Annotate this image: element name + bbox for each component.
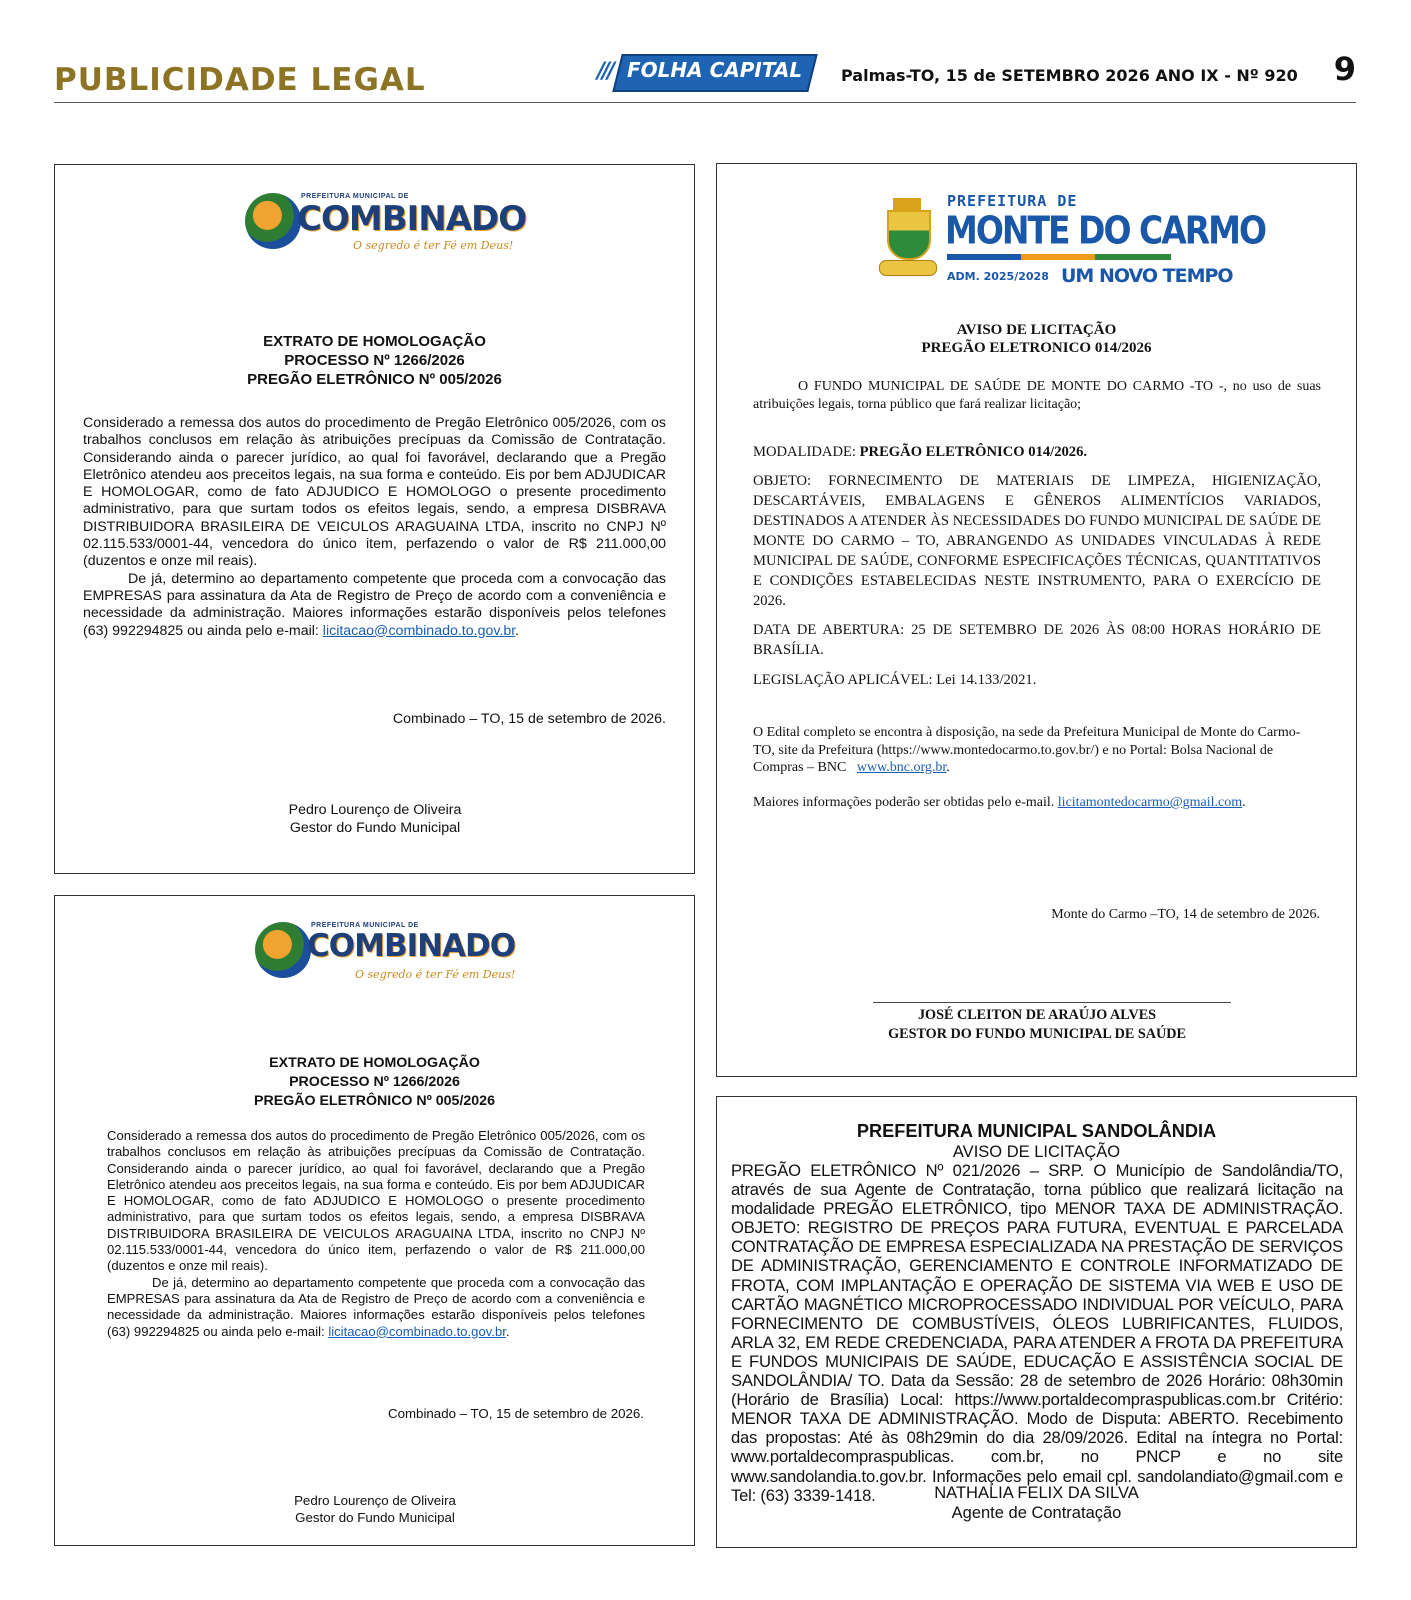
edital-text: O Edital completo se encontra à disposição, na sede da Prefeitura Municipal de Monte do Carmo- TO, site da Prefeitura (https://www.montedocarmo.to.gov.br/) e no Portal: Bolsa Nacional de Compras – BNC (753, 725, 1301, 775)
mc-logo-slogan: UM NOVO TEMPO (1061, 265, 1233, 287)
notice-combinado-top (54, 164, 695, 874)
mc-logo-adm: ADM. 2025/2028 (947, 270, 1049, 283)
place-date: Combinado – TO, 15 de setembro de 2026. (392, 711, 666, 727)
combinado-logo-name: COMBINADO (307, 928, 516, 964)
combinado-logo (255, 918, 525, 988)
sandolandia-title: PREFEITURA MUNICIPAL SANDOLÂNDIA (856, 1121, 1217, 1141)
heading-line: AVISO DE LICITAÇÃO (956, 322, 1117, 338)
notice-sandolandia (716, 1096, 1357, 1548)
combinado-logo-slogan: O segredo é ter Fé em Deus! (355, 968, 516, 981)
edital-info (753, 724, 1321, 777)
page-number: 9 (1333, 50, 1356, 88)
heading-line: PREGÃO ELETRÔNICO Nº 005/2026 (247, 371, 502, 388)
info-text: Maiores informações poderão ser obtidas pelo e-mail. (753, 795, 1055, 810)
combinado-logo (245, 189, 527, 259)
sandolandia-subtitle: AVISO DE LICITAÇÃO (952, 1143, 1121, 1161)
edital-suffix: . (946, 760, 950, 775)
signer-role: Agente de Contratação (951, 1503, 1122, 1522)
heading-line: PROCESSO Nº 1266/2026 (284, 352, 465, 369)
notice-heading (55, 332, 694, 389)
place-date: Combinado – TO, 15 de setembro de 2026. (387, 1406, 644, 1421)
signature-line (873, 1002, 1231, 1003)
paragraph-text: De já, determino ao departamento competente que proceda com a convocação das EMPRESAS para assinatura da Ata de Registro de Preço de acordo com a conveniência e necessidade da administração. Maiores informações estarão disponíveis pelos telefones (63) 992294825 ou ainda pelo e-mail: (107, 1274, 645, 1339)
combinado-emblem-icon (255, 922, 311, 978)
legislacao: LEGISLAÇÃO APLICÁVEL: Lei 14.133/2021. (753, 672, 1037, 688)
combinado-logo-prefeitura: PREFEITURA MUNICIPAL DE (311, 922, 419, 929)
signer-role: Gestor do Fundo Municipal (289, 820, 461, 836)
signature (717, 1484, 1356, 1523)
heading-line: PREGÃO ELETRÔNICO Nº 005/2026 (254, 1093, 495, 1109)
notice-monte-do-carmo (716, 163, 1357, 1077)
signer-name: JOSÉ CLEITON DE ARAÚJO ALVES (917, 1007, 1157, 1023)
notice-intro: O FUNDO MUNICIPAL DE SAÚDE DE MONTE DO CARMO -TO -, no uso de suas atribuições legais, torna público que fará realizar licitação; (753, 379, 1321, 412)
mc-logo-name: MONTE DO CARMO (945, 208, 1266, 253)
signer-role: Gestor do Fundo Municipal (295, 1510, 455, 1525)
email-link[interactable]: licitacao@combinado.to.gov.br (322, 622, 516, 639)
sandolandia-body: PREGÃO ELETRÔNICO Nº 021/2026 – SRP. O Município de Sandolândia/TO, através de sua Agente de Contratação, torna público que realizará licitação na modalidade PREGÃO ELETRÔNICO, tipo MENOR TAXA DE ADMINISTRAÇÃO. OBJETO: REGISTRO DE PREÇOS PARA FUTURA, EVENTUAL E PARCELADA CONTRATAÇÃO DE EMPRESA ESPECIALIZADA NA PRESTAÇÃO DE SERVIÇOS DE ADMINISTRAÇÃO, GERENCIAMENTO E CONTROLE INFORMATIZADO DE FROTA, COM IMPLANTAÇÃO E OPERAÇÃO DE SISTEMA VIA WEB E USO DE CARTÃO MAGNÉTICO MICROPROCESSADO INDIVIDUAL POR VEÍCULO, PARA FORNECIMENTO DE COMBUSTÍVEIS, ÓLEOS LUBRIFICANTES, FLUIDOS, ARLA 32, EM REDE CREDENCIADA, PARA ATENDER A FROTA DA PREFEITURA E FUNDOS MUNICIPAIS DE SAÚDE, EDUCAÇÃO E ASSISTÊNCIA SOCIAL DE SANDOLÂNDIA/ TO. Data da Sessão: 28 de setembro de 2026 Horário: 08h30min (Horário de Brasília) Local: https://www.portaldecompraspublicas.com.br Critério: MENOR TAXA DE ADMINISTRAÇÃO. Modo de Disputa: ABERTO. Recebimento das propostas: Até às 08h29min do dia 28/09/2026. Edital na íntegra no Portal: www.portaldecompraspublicas. com.br, no PNCP e no site www.sandolandia.to.gov.br. Informações pelo email cpl. sandolandiato@gmail.com e Tel: (63) 3339-1418. (731, 1161, 1343, 1505)
coat-of-arms-icon (877, 196, 937, 284)
combinado-logo-name: COMBINADO (297, 199, 527, 239)
signature (55, 1492, 695, 1526)
email-suffix: . (515, 622, 520, 639)
heading-line: EXTRATO DE HOMOLOGAÇÃO (269, 1055, 480, 1071)
contact-info (753, 794, 1321, 812)
heading-line: PROCESSO Nº 1266/2026 (289, 1074, 460, 1090)
mc-logo-color-bar (947, 254, 1171, 260)
logo-text: FOLHA CAPITAL (627, 58, 803, 82)
dateline: Palmas-TO, 15 de SETEMBRO 2026 ANO IX - Nº 920 (841, 66, 1298, 85)
mc-logo-prefeitura: PREFEITURA DE (947, 192, 1078, 210)
paragraph: Considerado a remessa dos autos do procedimento de Pregão Eletrônico 005/2026, com os trabalhos conclusos em relação às atribuições precípuas da Comissão de Contratação. Considerando ainda o parecer jurídico, ao qual foi favorável, declarando que a Pregão Eletrônico atendeu aos preceitos legais, na sua forma e conteúdo. Eis por bem ADJUDICAR E HOMOLOGAR, como de fato ADJUDICO E HOMOLOGO o presente procedimento administrativo, para que surtam todos os efeitos legais, sendo, a empresa DISBRAVA DISTRIBUIDORA BRASILEIRA DE VEICULOS ARAGUAINA LTDA, inscrito no CNPJ Nº 02.115.533/0001-44, vencedora do único item, perfazendo o valor de R$ 211.000,00 (duzentos e onze mil reais). (83, 415, 666, 570)
signer-role: GESTOR DO FUNDO MUNICIPAL DE SAÚDE (888, 1026, 1186, 1042)
email-link[interactable]: licitamontedocarmo@gmail.com (1057, 795, 1243, 810)
place-date: Monte do Carmo –TO, 14 de setembro de 2026. (1051, 907, 1320, 922)
paragraph (83, 571, 666, 640)
signature (717, 1006, 1357, 1044)
combinado-logo-prefeitura: PREFEITURA MUNICIPAL DE (301, 193, 409, 200)
section-title: PUBLICIDADE LEGAL (54, 62, 426, 98)
monte-do-carmo-logo (877, 192, 1266, 292)
objeto: OBJETO: FORNECIMENTO DE MATERIAIS DE LIMPEZA, HIGIENIZAÇÃO, DESCARTÁVEIS, EMBALAGENS E GÊNEROS ALIMENTÍCIOS VARIADOS, DESTINADOS A ATENDER ÀS NECESSIDADES DO FUNDO MUNICIPAL DE SAÚDE DE MONTE DO CARMO – TO, ABRANGENDO AS UNIDADES VINCULADAS À REDE MUNICIPAL DE SAÚDE, CONFORME ESPECIFICAÇÕES TÉCNICAS, QUANTITATIVOS E CONDIÇÕES ESTABELECIDAS NESTE INSTRUMENTO, PARA O EXERCÍCIO DE 2026. (753, 473, 1321, 609)
modalidade-value: PREGÃO ELETRÔNICO 014/2026. (859, 444, 1088, 460)
notice-combinado-bottom (54, 895, 695, 1546)
data-abertura: DATA DE ABERTURA: 25 DE SETEMBRO DE 2026 ÀS 08:00 HORAS HORÁRIO DE BRASÍLIA. (753, 622, 1321, 658)
combinado-emblem-icon (245, 193, 301, 249)
page-header (54, 40, 1356, 103)
notice-body (753, 442, 1321, 690)
signer-name: Pedro Lourenço de Oliveira (294, 1493, 456, 1508)
modalidade-label: MODALIDADE: (753, 444, 860, 460)
modalidade (753, 442, 1321, 462)
notice-body (83, 415, 666, 640)
signer-name: Pedro Lourenço de Oliveira (288, 802, 462, 818)
combinado-logo-slogan: O segredo é ter Fé em Deus! (353, 239, 514, 252)
signer-name: NATHALIA FELIX DA SILVA (934, 1484, 1139, 1502)
paragraph-text: De já, determino ao departamento competente que proceda com a convocação das EMPRESAS para assinatura da Ata de Registro de Preço de acordo com a conveniência e necessidade da administração. Maiores informações estarão disponíveis pelos telefones (63) 992294825 ou ainda pelo e-mail: (83, 570, 666, 639)
signature (55, 801, 695, 837)
notice-heading (717, 321, 1356, 357)
notice-heading (55, 1054, 694, 1111)
bnc-link[interactable]: www.bnc.org.br (856, 760, 947, 775)
heading-line: EXTRATO DE HOMOLOGAÇÃO (263, 333, 486, 350)
heading-line: PREGÃO ELETRONICO 014/2026 (921, 340, 1152, 356)
paragraph: Considerado a remessa dos autos do procedimento de Pregão Eletrônico 005/2026, com os trabalhos conclusos em relação às atribuições precípuas da Comissão de Contratação. Considerando ainda o parecer jurídico, ao qual foi favorável, declarando que a Pregão Eletrônico atendeu aos preceitos legais, na sua forma e conteúdo. Eis por bem ADJUDICAR E HOMOLOGAR, como de fato ADJUDICO E HOMOLOGO o presente procedimento administrativo, para que surtam todos os efeitos legais, sendo, a empresa DISBRAVA DISTRIBUIDORA BRASILEIRA DE VEICULOS ARAGUAINA LTDA, inscrito no CNPJ Nº 02.115.533/0001-44, vencedora do único item, perfazendo o valor de R$ 211.000,00 (duzentos e onze mil reais). (107, 1128, 645, 1274)
email-link[interactable]: licitacao@combinado.to.gov.br (328, 1323, 506, 1339)
notice-body (107, 1128, 645, 1340)
email-suffix: . (505, 1323, 510, 1339)
logo-stripes: /// (597, 59, 613, 84)
info-suffix: . (1242, 795, 1246, 810)
paragraph (107, 1275, 645, 1340)
